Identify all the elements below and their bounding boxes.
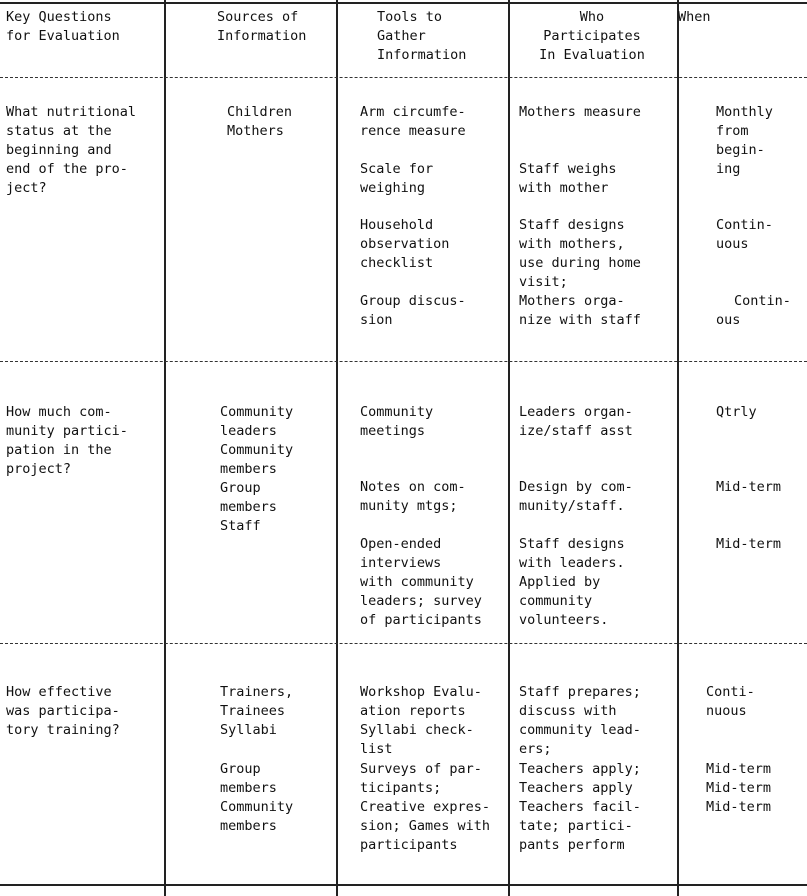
row2-when: Mid-term [716,479,782,495]
table-bottom-border [0,884,807,886]
row3-tool: Surveys of par- ticipants; Creative expres- sion; Games with participants [360,761,491,853]
row1-sources: Children Mothers [227,104,293,139]
row2-tool: Notes on com- munity mtgs; [360,479,466,514]
row3-question: How effective was participa- tory training? [6,684,120,738]
table-top-border [0,2,807,4]
header-when: When [678,9,711,25]
row-divider [0,77,807,78]
row3-sources: Trainers, Trainees Syllabi [220,684,294,738]
row1-tool: Arm circumfe- rence measure [360,104,466,139]
row2-who: Leaders organ- ize/staff asst [519,404,633,439]
row1-when: Monthly from begin- ing [716,104,773,177]
header-who: Who Participates In Evaluation [539,9,645,63]
row2-sources: Community leaders Community members Group members Staff [220,404,294,534]
row2-when: Mid-term [716,536,782,552]
row2-tool: Open-ended interviews with community leaders; survey of participants [360,536,482,628]
row3-who: Staff prepares; discuss with community lead- ers; [519,684,641,757]
row2-when: Qtrly [716,404,757,420]
row3-tool: Workshop Evalu- ation reports Syllabi check- list [360,684,482,757]
header-tools: Tools to Gather Information [377,9,467,63]
column-divider [677,0,679,896]
row3-sources: Group members Community members [220,761,294,834]
row1-who: Staff designs with mothers, use during home visit; [519,217,641,290]
row3-who: Teachers apply; Teachers apply Teachers facil- tate; partici- pants perform [519,761,641,853]
row3-when: Mid-term Mid-term Mid-term [706,761,772,815]
row1-when: Contin- uous [716,217,773,252]
column-divider [164,0,166,896]
row2-tool: Community meetings [360,404,434,439]
row2-question: How much com- munity partici- pation in the project? [6,404,128,477]
row1-tool: Household observation checklist [360,217,450,271]
row2-who: Design by com- munity/staff. [519,479,633,514]
row1-tool: Group discus- sion [360,293,466,328]
row1-who: Mothers orga- nize with staff [519,293,641,328]
row1-when: Contin- ous [716,293,791,328]
row-divider [0,361,807,362]
header-sources: Sources of Information [217,9,307,44]
column-divider [336,0,338,896]
row1-question: What nutritional status at the beginning and end of the pro- ject? [6,104,137,196]
row3-when: Conti- nuous [706,684,755,719]
row-divider [0,643,807,644]
row1-tool: Scale for weighing [360,161,434,196]
row2-who: Staff designs with leaders. Applied by community volunteers. [519,536,625,628]
row1-who: Staff weighs with mother [519,161,617,196]
column-divider [508,0,510,896]
row1-who: Mothers measure [519,104,641,120]
header-key-questions: Key Questions for Evaluation [6,9,120,44]
